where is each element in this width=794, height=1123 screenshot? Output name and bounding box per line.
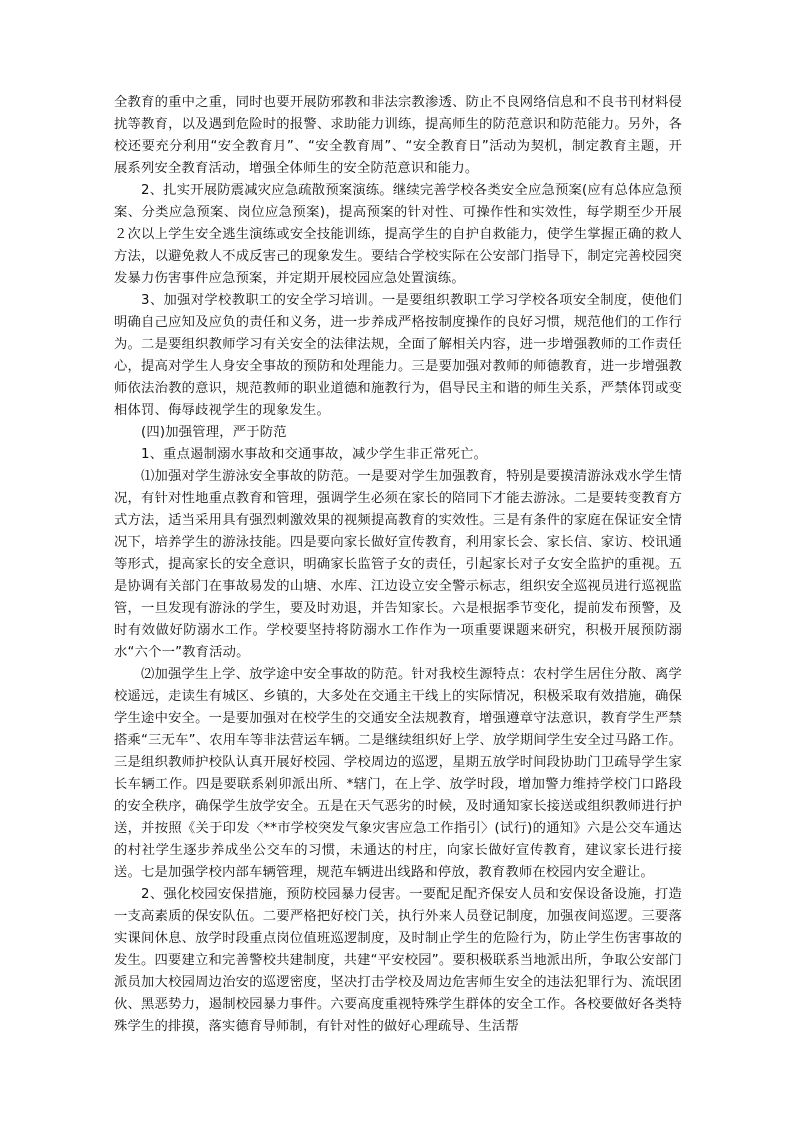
paragraph-swimming-safety: ⑴加强对学生游泳安全事故的防范。一是要对学生加强教育，特别是要摸清游泳戏水学生情况，有针对性地重点教育和管理，强调学生必须在家长的陪同下才能去游泳。二是要转变教育方式方法，适当采用具有强烈刺激效果的视频提高教育的实效性。三是有条件的家庭在保证安全情况下，培养学生的游泳技能。四是要向家长做好宣传教育，利用家长会、家长信、家访、校讯通等形式，提高家长的安全意识，明确家长监管子女的责任，引起家长对子女安全监护的重视。五是协调有关部门在事故易发的山塘、水库、江边设立安全警示标志，组织安全巡视员进行巡视监管，一旦发现有游泳的学生，要及时劝退，并告知家长。六是根据季节变化，提前发布预警，及时有效做好防溺水工作。学校要坚持将防溺水工作作为一项重要课题来研究，积极开展预防溺水“六个一”教育活动。 (114, 469, 682, 660)
section-heading-management: (四)加强管理，严于防范 (141, 425, 287, 440)
paragraph-safety-education-intro: 全教育的重中之重，同时也要开展防邪教和非法宗教渗透、防止不良网络信息和不良书刊材料侵扰等教育，以及遇到危险时的报警、求助能力训练，提高师生的防范意识和防范能力。另外，各校还要充分利用“安全教育月”、“安全教育周”、“安全教育日”活动为契机，制定教育主题，开展系列安全教育活动，增强全体师生的安全防范意识和能力。 (114, 95, 682, 176)
subsection-heading-drowning-traffic: 1、重点遏制溺水事故和交通事故，减少学生非正常死亡。 (141, 447, 488, 462)
paragraph-staff-training: 3、加强对学校教职工的安全学习培训。一是要组织教职工学习学校各项安全制度，使他们明确自己应知及应负的责任和义务，进一步养成严格按制度操作的良好习惯，规范他们的工作行为。二是要组织教师学习有关安全的法律法规，全面了解相关内容，进一步增强教师的工作责任心，提高对学生人身安全事故的预防和处理能力。三是要加强对教师的师德教育，进一步增强教师依法治教的意识，规范教师的职业道德和施教行为，倡导民主和谐的师生关系，严禁体罚或变相体罚、侮辱歧视学生的现象发生。 (114, 293, 682, 418)
paragraph-commute-safety: ⑵加强学生上学、放学途中安全事故的防范。针对我校生源特点：农村学生居住分散、离学校遥远，走读生有城区、乡镇的，大多处在交通主干线上的实际情况，积极采取有效措施，确保学生途中安全。一是要加强对在校学生的交通安全法规教育，增强遵章守法意识，教育学生严禁搭乘“三无车”、农用车等非法营运车辆。二是继续组织好上学、放学期间学生安全过马路工作。三是组织教师护校队认真开展好校园、学校周边的巡逻，星期五放学时间段协助门卫疏导学生家长车辆工作。四是要联系剁卯派出所、*辖门，在上学、放学时段，增加警力维持学校门口路段的安全秩序，确保学生放学安全。五是在天气恶劣的时候，及时通知家长接送或组织教师进行护送，并按照《关于印发〈**市学校突发气象灾害应急工作指引〉(试行)的通知》六是公交车通达的村社学生逐步养成坐公交车的习惯，未通达的村庄，向家长做好宣传教育，建议家长进行接送。七是加强学校内部车辆管理，规范车辆进出线路和停放，教育教师在校园内安全避让。 (114, 667, 682, 880)
paragraph-emergency-drills: 2、扎实开展防震减灾应急疏散预案演练。继续完善学校各类安全应急预案(应有总体应急预案、分类应急预案、岗位应急预案)，提高预案的针对性、可操作性和实效性，每学期至少开展２次以上学生安全逃生演练或安全技能训练，提高学生的自护自救能力，使学生掌握正确的救人方法，以避免救人不成反害己的现象发生。要结合学校实际在公安部门指导下，制定完善校园突发暴力伤害事件应急预案，并定期开展校园应急处置演练。 (114, 183, 682, 286)
document-page (114, 92, 682, 1038)
paragraph-campus-security: 2、强化校园安保措施，预防校园暴力侵害。一要配足配齐保安人员和安保设备设施，打造一支高素质的保安队伍。二要严格把好校门关，执行外来人员登记制度，加强夜间巡逻。三要落实课间休息、放学时段重点岗位值班巡逻制度，及时制止学生的危险行为，防止学生伤害事故的发生。四要建立和完善警校共建制度，共建“平安校园”。要积极联系当地派出所，争取公安部门派员加大校园周边治安的巡逻密度，坚决打击学校及周边危害师生安全的违法犯罪行为、流氓团伙、黑恶势力，遏制校园暴力事件。六要高度重视特殊学生群体的安全工作。各校要做好各类特殊学生的排摸，落实德育导师制，有针对性的做好心理疏导、生活帮 (114, 887, 682, 1034)
